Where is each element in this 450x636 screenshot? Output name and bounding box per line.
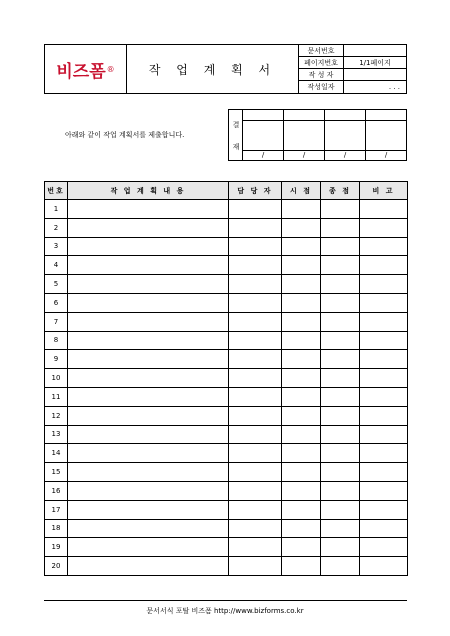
work-plan-table — [44, 181, 408, 576]
table-row — [45, 425, 408, 444]
table-row — [45, 406, 408, 425]
table-row — [45, 293, 408, 312]
cell-assignee[interactable] — [229, 538, 282, 557]
row-number: 13 — [45, 425, 68, 444]
cell-end[interactable] — [321, 312, 360, 331]
table-row — [45, 218, 408, 237]
cell-assignee[interactable] — [229, 406, 282, 425]
table-header-row — [45, 182, 408, 200]
cell-assignee[interactable] — [229, 481, 282, 500]
cell-remarks[interactable] — [360, 369, 408, 388]
column-header-remarks: 비 고 — [360, 182, 408, 200]
meta-row-date — [299, 81, 406, 93]
cell-content[interactable] — [68, 275, 229, 294]
table-body — [45, 200, 408, 576]
cell-remarks[interactable] — [360, 331, 408, 350]
table-row — [45, 538, 408, 557]
cell-start[interactable] — [282, 293, 321, 312]
cell-end[interactable] — [321, 350, 360, 369]
cell-content[interactable] — [68, 237, 229, 256]
cell-remarks[interactable] — [360, 256, 408, 275]
approval-slot-date: / — [366, 150, 406, 160]
approval-slot-date: / — [284, 150, 324, 160]
cell-end[interactable] — [321, 275, 360, 294]
document-header — [44, 44, 407, 94]
cell-start[interactable] — [282, 200, 321, 219]
cell-start[interactable] — [282, 481, 321, 500]
cell-assignee[interactable] — [229, 331, 282, 350]
cell-assignee[interactable] — [229, 350, 282, 369]
row-number: 8 — [45, 331, 68, 350]
cell-remarks[interactable] — [360, 275, 408, 294]
table-row — [45, 369, 408, 388]
footer-divider — [44, 600, 407, 601]
cell-assignee[interactable] — [229, 425, 282, 444]
cell-end[interactable] — [321, 237, 360, 256]
meta-row-author — [299, 69, 406, 81]
row-number: 15 — [45, 463, 68, 482]
cell-assignee[interactable] — [229, 387, 282, 406]
cell-content[interactable] — [68, 218, 229, 237]
cell-remarks[interactable] — [360, 500, 408, 519]
row-number: 7 — [45, 312, 68, 331]
cell-remarks[interactable] — [360, 218, 408, 237]
cell-end[interactable] — [321, 387, 360, 406]
row-number: 19 — [45, 538, 68, 557]
table-row — [45, 256, 408, 275]
cell-remarks[interactable] — [360, 312, 408, 331]
approval-box — [228, 109, 407, 161]
approval-label-top: 결 — [232, 121, 240, 129]
cell-start[interactable] — [282, 425, 321, 444]
meta-key: 페이지번호 — [299, 57, 344, 68]
cell-content[interactable] — [68, 293, 229, 312]
cell-remarks[interactable] — [360, 406, 408, 425]
meta-key: 작성일자 — [299, 81, 344, 93]
table-row — [45, 237, 408, 256]
cell-start[interactable] — [282, 312, 321, 331]
row-number: 2 — [45, 218, 68, 237]
cell-end[interactable] — [321, 218, 360, 237]
cell-start[interactable] — [282, 463, 321, 482]
cell-assignee[interactable] — [229, 463, 282, 482]
footer-text: 문서서식 포탈 비즈폼 http://www.bizforms.co.kr — [146, 607, 304, 615]
meta-value[interactable] — [344, 69, 406, 80]
cell-remarks[interactable] — [360, 237, 408, 256]
approval-slot-title — [284, 110, 324, 121]
table-row — [45, 387, 408, 406]
meta-value[interactable]: . . . — [388, 83, 400, 91]
row-number: 20 — [45, 557, 68, 576]
cell-content[interactable] — [68, 519, 229, 538]
cell-assignee[interactable] — [229, 293, 282, 312]
cell-content[interactable] — [68, 350, 229, 369]
table-row — [45, 331, 408, 350]
table-row — [45, 557, 408, 576]
meta-key: 작 성 자 — [299, 69, 344, 80]
logo-text: 비즈폼 — [56, 61, 106, 82]
cell-remarks[interactable] — [360, 293, 408, 312]
cell-end[interactable] — [321, 463, 360, 482]
cell-content[interactable] — [68, 256, 229, 275]
cell-end[interactable] — [321, 519, 360, 538]
row-number: 4 — [45, 256, 68, 275]
cell-remarks[interactable] — [360, 350, 408, 369]
column-header-start: 시 점 — [282, 182, 321, 200]
cell-end[interactable] — [321, 500, 360, 519]
cell-assignee[interactable] — [229, 519, 282, 538]
column-header-assignee: 담 당 자 — [229, 182, 282, 200]
cell-content[interactable] — [68, 538, 229, 557]
cell-start[interactable] — [282, 275, 321, 294]
cell-remarks[interactable] — [360, 463, 408, 482]
row-number: 17 — [45, 500, 68, 519]
row-number: 5 — [45, 275, 68, 294]
cell-content[interactable] — [68, 312, 229, 331]
cell-content[interactable] — [68, 200, 229, 219]
cell-remarks[interactable] — [360, 557, 408, 576]
registered-mark-icon: ® — [106, 64, 115, 74]
cell-assignee[interactable] — [229, 557, 282, 576]
cell-content[interactable] — [68, 500, 229, 519]
approval-label-bottom: 재 — [232, 143, 240, 151]
table-row — [45, 350, 408, 369]
column-header-number: 번호 — [45, 182, 68, 200]
cell-end[interactable] — [321, 406, 360, 425]
cell-start[interactable] — [282, 387, 321, 406]
row-number: 12 — [45, 406, 68, 425]
cell-remarks[interactable] — [360, 538, 408, 557]
cell-start[interactable] — [282, 538, 321, 557]
cell-end[interactable] — [321, 444, 360, 463]
cell-start[interactable] — [282, 444, 321, 463]
table-row — [45, 463, 408, 482]
column-header-content: 작 업 계 획 내 용 — [68, 182, 229, 200]
cell-start[interactable] — [282, 256, 321, 275]
approval-slot-title — [243, 110, 283, 121]
cell-start[interactable] — [282, 369, 321, 388]
cell-content[interactable] — [68, 369, 229, 388]
table-row — [45, 500, 408, 519]
approval-slot-title — [325, 110, 365, 121]
cell-content[interactable] — [68, 425, 229, 444]
cell-content[interactable] — [68, 331, 229, 350]
cell-assignee[interactable] — [229, 256, 282, 275]
approval-slot-title — [366, 110, 406, 121]
table-row — [45, 275, 408, 294]
approval-slot[interactable] — [243, 110, 284, 160]
cell-content[interactable] — [68, 463, 229, 482]
cell-start[interactable] — [282, 406, 321, 425]
approval-slot-date: / — [243, 150, 283, 160]
cell-start[interactable] — [282, 500, 321, 519]
meta-row-page-number — [299, 57, 406, 69]
cell-start[interactable] — [282, 331, 321, 350]
row-number: 16 — [45, 481, 68, 500]
cell-end[interactable] — [321, 331, 360, 350]
cell-assignee[interactable] — [229, 237, 282, 256]
cell-start[interactable] — [282, 557, 321, 576]
meta-value[interactable] — [344, 45, 406, 56]
cell-end[interactable] — [321, 557, 360, 576]
row-number: 9 — [45, 350, 68, 369]
approval-slot-date: / — [325, 150, 365, 160]
approval-slot[interactable] — [325, 110, 366, 160]
document-title: 작 업 계 획 서 — [127, 45, 299, 93]
cell-content[interactable] — [68, 444, 229, 463]
cell-remarks[interactable] — [360, 444, 408, 463]
cell-assignee[interactable] — [229, 275, 282, 294]
table-row — [45, 312, 408, 331]
cell-start[interactable] — [282, 237, 321, 256]
cell-end[interactable] — [321, 425, 360, 444]
cell-assignee[interactable] — [229, 200, 282, 219]
cell-end[interactable] — [321, 538, 360, 557]
meta-row-doc-number — [299, 45, 406, 57]
table-row — [45, 200, 408, 219]
approval-slot[interactable] — [366, 110, 406, 160]
meta-key: 문서번호 — [299, 45, 344, 56]
cell-remarks[interactable] — [360, 200, 408, 219]
column-header-end: 종 점 — [321, 182, 360, 200]
brand-logo — [45, 45, 127, 93]
row-number: 1 — [45, 200, 68, 219]
cell-end[interactable] — [321, 256, 360, 275]
meta-value[interactable]: 1/1페이지 — [359, 58, 391, 67]
row-number: 11 — [45, 387, 68, 406]
cell-end[interactable] — [321, 293, 360, 312]
cell-remarks[interactable] — [360, 387, 408, 406]
row-number: 18 — [45, 519, 68, 538]
row-number: 6 — [45, 293, 68, 312]
cell-remarks[interactable] — [360, 481, 408, 500]
table-row — [45, 444, 408, 463]
table-row — [45, 519, 408, 538]
row-number: 14 — [45, 444, 68, 463]
cell-remarks[interactable] — [360, 519, 408, 538]
cell-content[interactable] — [68, 387, 229, 406]
cell-end[interactable] — [321, 369, 360, 388]
cell-content[interactable] — [68, 557, 229, 576]
cell-end[interactable] — [321, 481, 360, 500]
row-number: 10 — [45, 369, 68, 388]
cell-end[interactable] — [321, 200, 360, 219]
table-row — [45, 481, 408, 500]
cell-assignee[interactable] — [229, 369, 282, 388]
cell-assignee[interactable] — [229, 218, 282, 237]
intro-text: 아래와 같이 작업 계획서를 제출합니다. — [65, 131, 185, 139]
cell-content[interactable] — [68, 481, 229, 500]
cell-assignee[interactable] — [229, 444, 282, 463]
cell-assignee[interactable] — [229, 312, 282, 331]
approval-label — [229, 110, 243, 160]
cell-start[interactable] — [282, 218, 321, 237]
approval-slot[interactable] — [284, 110, 325, 160]
cell-start[interactable] — [282, 350, 321, 369]
cell-start[interactable] — [282, 519, 321, 538]
row-number: 3 — [45, 237, 68, 256]
cell-remarks[interactable] — [360, 425, 408, 444]
cell-content[interactable] — [68, 406, 229, 425]
cell-assignee[interactable] — [229, 500, 282, 519]
